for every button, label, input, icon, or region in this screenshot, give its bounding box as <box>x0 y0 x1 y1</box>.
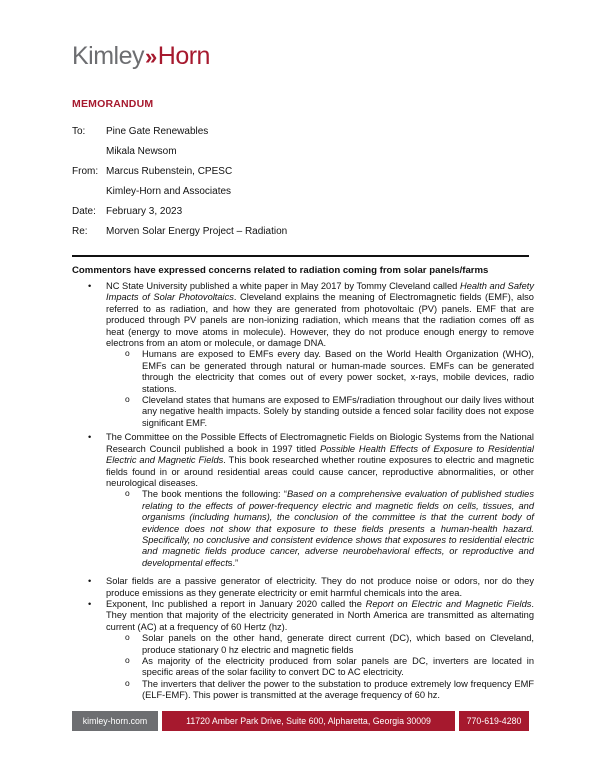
logo-part-kimley: Kimley <box>72 42 145 70</box>
logo-arrows: » <box>145 44 157 69</box>
header-to-row-2 <box>72 146 177 157</box>
bullet-nc-state: • NC State University published a white paper in May 2017 by Tommy Cleveland called Health and Safety Impacts of Solar Photovoltaics. Cleveland explains the meaning of Electromagnetic fields (EMF), also referred to as radiation, and how they are generated from photovoltaic (PV) panels. EMF that are produced through PV panels are non-ionizing radiation, which means that the radiation comes off as heat (energy to move atoms in molecule). However, they do not produce enough energy to remove electrons from an atom or molecule, or damage DNA. <box>72 281 534 349</box>
company-logo <box>72 42 210 71</box>
from-sender-1: Marcus Rubenstein, CPESC <box>106 166 233 177</box>
header-re-row <box>72 226 287 237</box>
subbullet-solar-dc: o Solar panels on the other hand, generate direct current (DC), which based on Cleveland, produce stationary 0 hz electric and magnetic fields <box>72 633 534 656</box>
header-from-row-2 <box>72 186 231 197</box>
page-footer <box>72 711 529 731</box>
memo-title: MEMORANDUM <box>72 98 154 110</box>
to-recipient-1: Pine Gate Renewables <box>106 126 209 137</box>
header-date-row <box>72 206 182 217</box>
footer-phone: 770-619-4280 <box>459 711 529 731</box>
header-to-row <box>72 126 208 137</box>
header-from-row <box>72 166 232 177</box>
subbullet-humans-exposed: o Humans are exposed to EMFs every day. Based on the World Health Organization (WHO), EMFs can be generated through natural or human-made sources. EMFs can be generated through the electricity that comes out of every power socket, x-rays, mobile devices, radio stations. <box>72 349 534 395</box>
book-title-italic: Possible Health Effects of Exposure to Residential Electric and Magnetic Fields <box>106 443 534 466</box>
subbullet-elf-emf: o The inverters that deliver the power to the substation to produce extremely low frequency EMF (ELF-EMF). This power is transmitted at the average frequency of 60 hz. <box>72 679 534 702</box>
logo-part-horn: Horn <box>157 42 210 70</box>
to-recipient-2: Mikala Newsom <box>106 146 177 157</box>
book-quote-italic: Based on a comprehensive evaluation of published studies relating to the effects of power-frequency electric and magnetic fields on cells, tissues, and organisms (including humans), the conclusion of the committee is that the current body of evidence does not show that exposure to these fields presents a human-health hazard. Specifically, no conclusive and consistent evidence shows that exposures to residential electric and magnetic fields produce cancer, adverse neurobehavioral effects, or reproductive and developmental effect <box>142 489 534 568</box>
subbullet-inverters: o As majority of the electricity produced from solar panels are DC, inverters are located in specific areas of the solar facility to convert DC to AC electricity. <box>72 656 534 679</box>
footer-address: 11720 Amber Park Drive, Suite 600, Alpharetta, Georgia 30009 <box>162 711 455 731</box>
memo-date: February 3, 2023 <box>106 206 183 217</box>
subbullet-cleveland-states: o Cleveland states that humans are exposed to EMFs/radiation throughout our daily lives without any negative health impacts. Solely by standing outside a fenced solar facility does not expose significant EMF. <box>72 395 534 429</box>
paper-title-italic: Health and Safety Impacts of Solar Photovoltaics <box>106 281 534 303</box>
date-label: Date: <box>72 206 96 217</box>
memo-subject: Morven Solar Energy Project – Radiation <box>106 226 288 237</box>
section-heading: Commentors have expressed concerns related to radiation coming from solar panels/farms <box>72 265 489 276</box>
from-label: From: <box>72 166 99 177</box>
bullet-passive-generator: • Solar fields are a passive generator of electricity. They do not produce noise or odors, nor do they produce emissions as they generate electricity or emit harmful chemicals into the area. <box>72 576 534 599</box>
bullet-exponent: • Exponent, Inc published a report in January 2020 called the Report on Electric and Magnetic Fields. They mention that majority of the electricity generated in North America are transmitted as alternating current (AC) at a frequency of 60 Hertz (hz). <box>72 599 534 633</box>
from-sender-2: Kimley-Horn and Associates <box>106 186 232 197</box>
re-label: Re: <box>72 226 88 237</box>
footer-website[interactable]: kimley-horn.com <box>72 711 158 731</box>
report-title-italic: Report on Electric and Magnetic Fields <box>365 598 532 609</box>
to-label: To: <box>72 126 86 137</box>
bullet-committee: • The Committee on the Possible Effects of Electromagnetic Fields on Biologic Systems from the National Research Council published a book in 1997 titled Possible Health Effects of Exposure to Residential Electric and Magnetic Fields. This book researched whether routine exposures to electric and magnetic fields found in or around residential areas could cause cancer, reproductive abnormalities, or other neurological diseases. <box>72 432 534 489</box>
memo-body <box>72 281 534 702</box>
subbullet-book-quote: o The book mentions the following: “Based on a comprehensive evaluation of published studies relating to the effects of power-frequency electric and magnetic fields on cells, tissues, and organisms (including humans), the conclusion of the committee is that the current body of evidence does not show that exposure to these fields presents a human-health hazard. Specifically, no conclusive and consistent evidence shows that exposures to residential electric and magnetic fields produce cancer, adverse neurobehavioral effects, or reproductive and developmental effects.” <box>72 489 534 569</box>
header-divider <box>72 255 529 257</box>
